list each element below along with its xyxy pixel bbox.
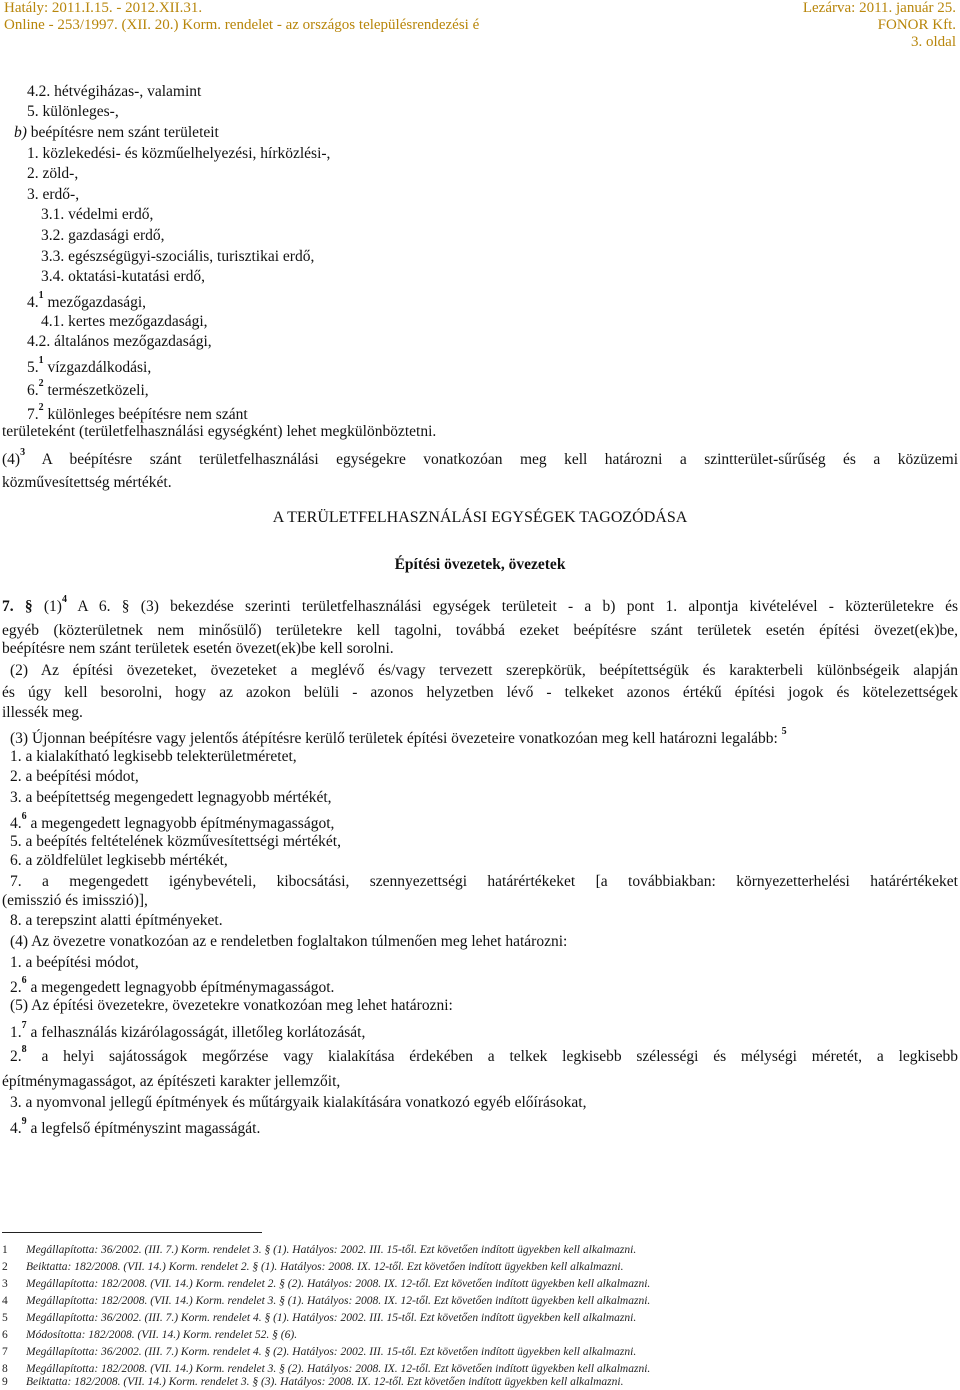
list-item: 2. a beépítési módot, (10, 768, 139, 785)
footnote: 1 Megállapította: 36/2002. (III. 7.) Korm. rendelet 3. § (1). Hatályos: 2002. III. 15-től. Ezt követően indított ügyekben kell alkalmazni. (2, 1244, 637, 1256)
list-item: 5.$^1$ vízgazdálkodási, (27, 354, 152, 376)
list-item: 2. zöld-, (27, 165, 79, 182)
list-item: 1. a beépítési módot, (10, 954, 139, 971)
list-item: 4.$^9$ a legfelső építményszint magasságát. (10, 1115, 261, 1137)
paragraph-5-intro: (5) Az építési övezetekre, övezetekre vonatkozóan meg lehet határozni: (10, 997, 453, 1014)
list-item: 3.4. oktatási-kutatási erdő, (41, 268, 205, 285)
list-item: 1. a kialakítható legkisebb telekterületméretet, (10, 748, 297, 765)
list-item: 3.1. védelmi erdő, (41, 206, 154, 223)
paragraph-2-line-1: (2) Az építési övezeteket, övezeteket a meglévő és/vagy tervezett szerepkörük, beépítettségük és karakterbeli különbségeik alapján (10, 662, 958, 679)
list-item-continuation: területeként (területfelhasználási egységként) lehet megkülönböztetni. (2, 423, 437, 440)
footnote: 5 Megállapította: 36/2002. (III. 7.) Korm. rendelet 4. § (1). Hatályos: 2002. III. 15-től. Ezt követően indított ügyekben kell alkalmazni. (2, 1312, 637, 1324)
paragraph-3-intro: (3) Újonnan beépítésre vagy jelentős átépítésre kerülő területek építési övezeteire vonatkozóan meg kell határozni legalább: $^5$ (10, 725, 787, 747)
footnote: 3 Megállapította: 182/2008. (VII. 14.) Korm. rendelet 2. § (2). Hatályos: 2008. IX. 12-től. Ezt követően indított ügyekben kell alkalmazni. (2, 1278, 651, 1290)
section-7-line-1: 7. § $(1)^4$ A 6. § (3) bekezdése szerinti területfelhasználási egységek területeit - a b) pont 1. alpontja kivételével - közterületekre és (2, 593, 958, 615)
list-item: 5. különleges-, (27, 103, 119, 120)
list-item: 4.1. kertes mezőgazdasági, (41, 313, 208, 330)
footnote: 6 Módosította: 182/2008. (VII. 14.) Korm. rendelet 52. § (6). (2, 1329, 298, 1341)
footnote: 2 Beiktatta: 182/2008. (VII. 14.) Korm. rendelet 2. § (1). Hatályos: 2008. IX. 12-től. Ezt követően indított ügyekben kell alkalmazni. (2, 1261, 624, 1273)
list-item: 5. a beépítés feltételének közművesítettségi mértékét, (10, 833, 341, 850)
list-item: 2.$^8$ a helyi sajátosságok megőrzése vagy kialakítása érdekében a telkek legkisebb szélességi és mélységi méretét, a legkisebb (10, 1043, 958, 1065)
paragraph-4-line-1: $(4)^3$ A beépítésre szánt területfelhasználási egységekre vonatkozóan meg kell határozni a szintterület-sűrűség és a közüzemi (2, 446, 958, 468)
list-item: 3.3. egészségügyi-szociális, turisztikai erdő, (41, 248, 315, 265)
list-item: 8. a terepszint alatti építményeket. (10, 912, 223, 929)
list-item-continuation: építménymagasságot, az építészeti karakter jellemzőit, (2, 1073, 341, 1090)
list-item: 6.$^2$ természetközeli, (27, 377, 149, 399)
list-item: b) beépítésre nem szánt területeit (14, 124, 219, 141)
section-title: A TERÜLETFELHASZNÁLÁSI EGYSÉGEK TAGOZÓDÁSA (272, 509, 688, 526)
header-closed-date: Lezárva: 2011. január 25. (802, 0, 956, 16)
paragraph-2-line-3: illessék meg. (2, 704, 83, 721)
list-item-continuation: (emisszió és imisszió)], (2, 892, 148, 909)
paragraph-2-line-2: és úgy kell besorolni, hogy az azokon belüli - azonos helyzetben lévő - telkeket azonos értékű építési jogok és kötelezettségek (2, 684, 958, 701)
list-item: 7. a megengedett igénybevételi, kibocsátási, szennyezettségi határértékeket [a továbbiakban: környezetterhelési határértékeket (10, 873, 958, 890)
subsection-title: Építési övezetek, övezetek (394, 556, 566, 573)
list-item: 4.2. általános mezőgazdasági, (27, 333, 212, 350)
footnote-separator (2, 1232, 262, 1233)
list-item: 3. erdő-, (27, 186, 80, 203)
list-item: 3. a nyomvonal jellegű építmények és műtárgyaik kialakítására vonatkozó egyéb előírásokat, (10, 1094, 587, 1111)
header-page-number: 3. oldal (911, 34, 956, 50)
header-publisher: FONOR Kft. (877, 17, 956, 33)
section-7-line-3: beépítésre nem szánt területek esetén övezet(ek)be kell sorolni. (2, 640, 394, 657)
page-header (0, 0, 960, 58)
footnote: 7 Megállapította: 36/2002. (III. 7.) Korm. rendelet 4. § (2). Hatályos: 2002. III. 15-től. Ezt követően indított ügyekben kell alkalmazni. (2, 1346, 637, 1358)
list-item: 4.2. hétvégiházas-, valamint (27, 83, 202, 100)
footnote: 9 Beiktatta: 182/2008. (VII. 14.) Korm. rendelet 3. § (3). Hatályos: 2008. IX. 12-től. Ezt követően indított ügyekben kell alkalmazni. (2, 1376, 624, 1388)
header-document-title: Online - 253/1997. (XII. 20.) Korm. rendelet - az országos településrendezési é (4, 17, 480, 33)
section-7-line-2: egyéb (közterületnek nem minősülő) területekre kell tagolni, továbbá ezeket beépítésre szánt területek esetén építési övezet(ek)be, (2, 622, 958, 639)
list-item: 7.$^2$ különleges beépítésre nem szánt (27, 401, 248, 423)
list-item: 4.$^6$ a megengedett legnagyobb építménymagasságot, (10, 810, 335, 832)
footnote: 4 Megállapította: 182/2008. (VII. 14.) Korm. rendelet 3. § (1). Hatályos: 2008. IX. 12-től. Ezt követően indított ügyekben kell alkalmazni. (2, 1295, 651, 1307)
list-item: 3. a beépítettség megengedett legnagyobb mértékét, (10, 789, 332, 806)
list-item: 4.$^1$ mezőgazdasági, (27, 289, 147, 311)
paragraph-4b-intro: (4) Az övezetre vonatkozóan az e rendeletben foglaltakon túlmenően meg lehet határozni: (10, 933, 568, 950)
footnote: 8 Megállapította: 182/2008. (VII. 14.) Korm. rendelet 3. § (2). Hatályos: 2008. IX. 12-től. Ezt követően indított ügyekben kell alkalmazni. (2, 1363, 651, 1375)
list-item: 1.$^7$ a felhasználás kizárólagosságát, illetőleg korlátozását, (10, 1019, 366, 1041)
list-item: 6. a zöldfelület legkisebb mértékét, (10, 852, 228, 869)
list-item: 3.2. gazdasági erdő, (41, 227, 165, 244)
list-item: 1. közlekedési- és közműelhelyezési, hírközlési-, (27, 145, 331, 162)
paragraph-4-line-2: közművesítettség mértékét. (2, 474, 172, 491)
header-validity: Hatály: 2011.I.15. - 2012.XII.31. (4, 0, 203, 16)
list-item: 2.$^6$ a megengedett legnagyobb építménymagasságot. (10, 974, 335, 996)
